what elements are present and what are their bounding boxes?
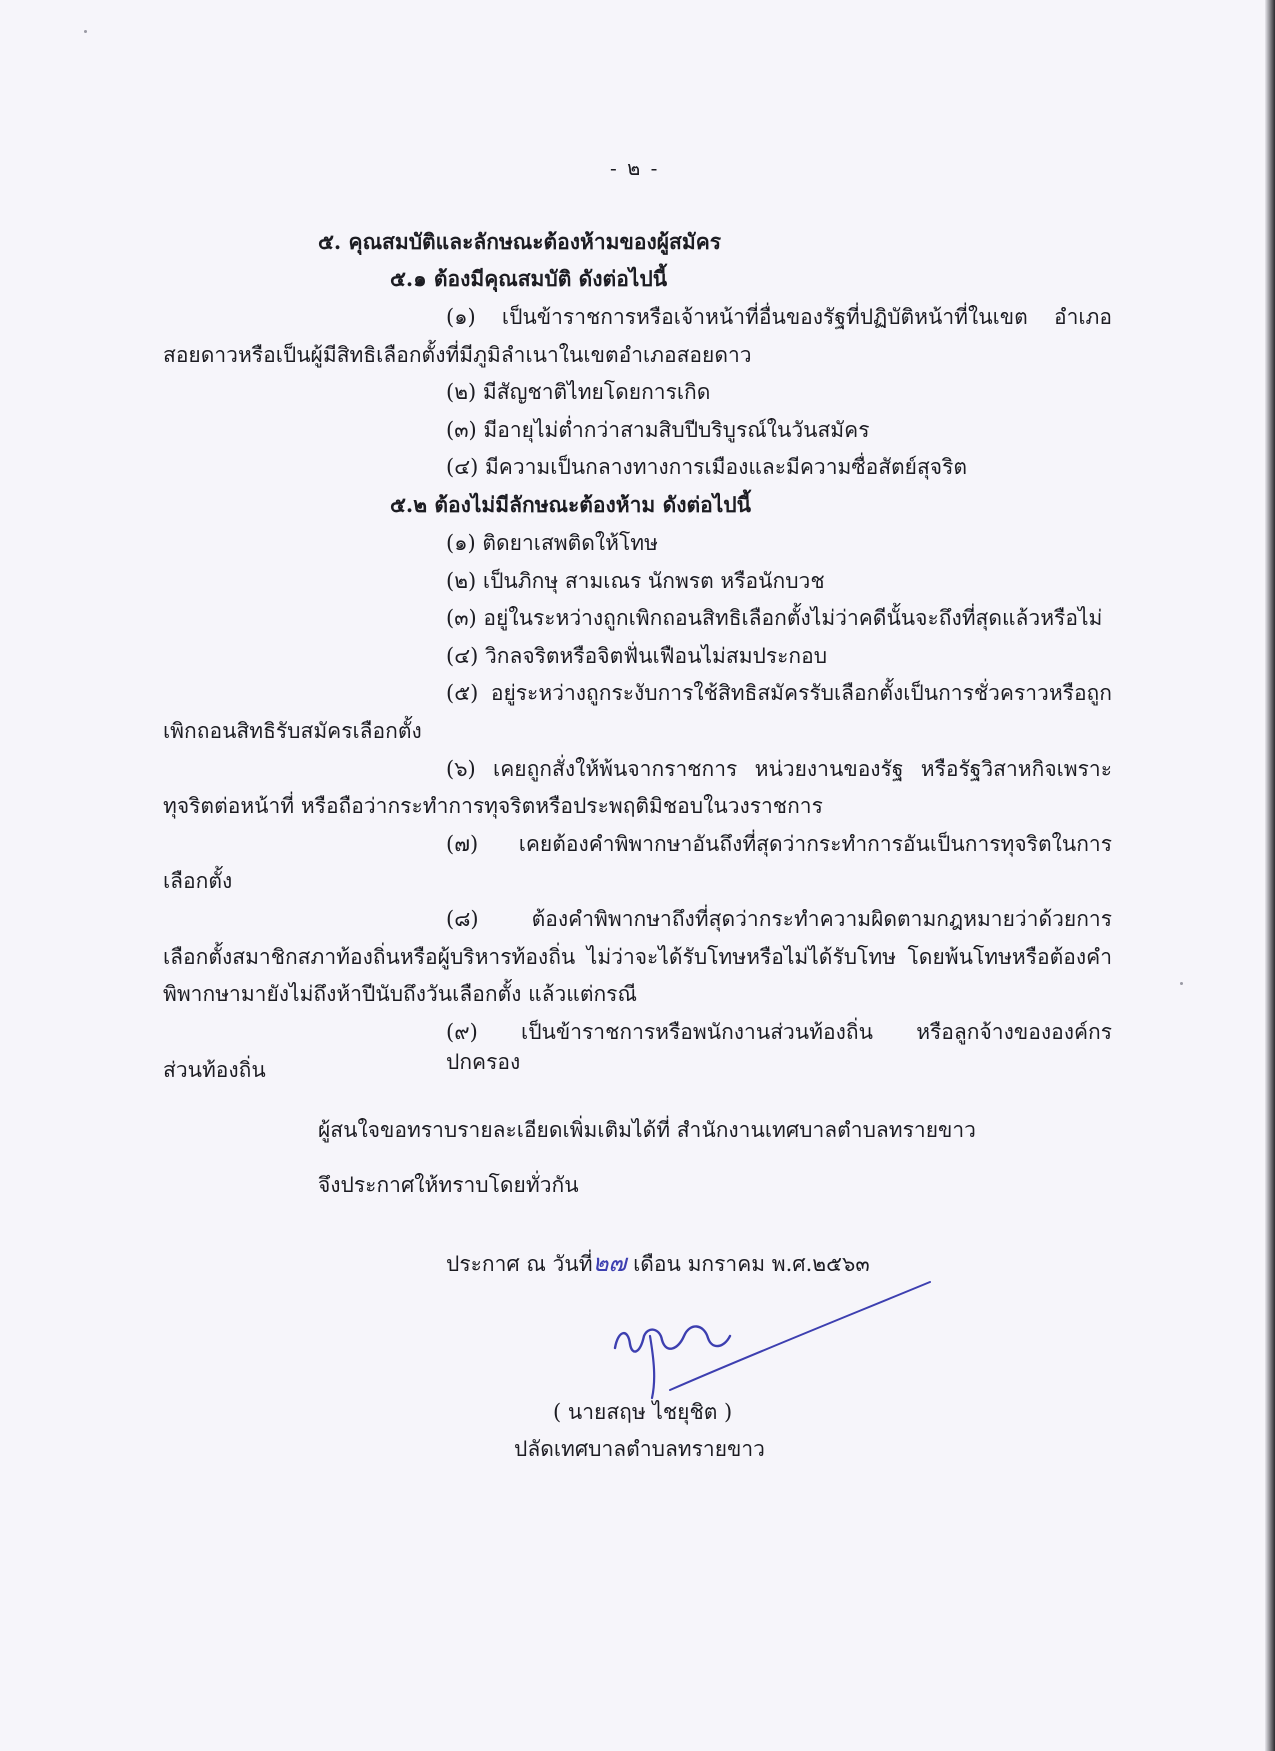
- prohib-item-8-line-3: พิพากษามายังไม่ถึงห้าปีนับถึงวันเลือกตั้ง แล้วแต่กรณี: [163, 982, 637, 1006]
- signature: [600, 1270, 940, 1400]
- qual-item-3: (๓) มีอายุไม่ต่ำกว่าสามสิบปีบริบูรณ์ในวันสมัคร: [446, 418, 870, 442]
- prohib-item-9-line-2: ส่วนท้องถิ่น: [163, 1058, 266, 1082]
- signer-position: ปลัดเทศบาลตำบลทรายขาว: [514, 1437, 765, 1461]
- signature-loops: [615, 1326, 730, 1351]
- scan-speck: [1180, 982, 1183, 985]
- section-5-heading: ๕. คุณสมบัติและลักษณะต้องห้ามของผู้สมัคร: [318, 229, 722, 254]
- qual-item-2: (๒) มีสัญชาติไทยโดยการเกิด: [446, 380, 711, 404]
- signature-tail: [650, 1336, 654, 1398]
- date-prefix: ประกาศ ณ วันที่: [446, 1252, 593, 1276]
- qual-item-1-line-2: สอยดาวหรือเป็นผู้มีสิทธิเลือกตั้งที่มีภูมิลำเนาในเขตอำเภอสอยดาว: [163, 343, 752, 367]
- contact-line: ผู้สนใจขอทราบรายละเอียดเพิ่มเติมได้ที่ สำนักงานเทศบาลตำบลทรายขาว: [318, 1118, 976, 1142]
- prohib-item-2: (๒) เป็นภิกษุ สามเณร นักพรต หรือนักบวช: [446, 569, 825, 593]
- announce-line: จึงประกาศให้ทราบโดยทั่วกัน: [318, 1173, 579, 1197]
- prohib-item-7-line-2: เลือกตั้ง: [163, 869, 233, 893]
- page-number: - ๒ -: [610, 156, 660, 180]
- prohib-item-5-line-2: เพิกถอนสิทธิรับสมัครเลือกตั้ง: [163, 719, 422, 743]
- qual-item-4: (๔) มีความเป็นกลางทางการเมืองและมีความซื่อสัตย์สุจริต: [446, 455, 967, 479]
- prohib-item-8-line-1: (๘) ต้องคำพิพากษาถึงที่สุดว่ากระทำความผิดตามกฎหมายว่าด้วยการ: [446, 907, 1112, 931]
- prohib-item-8-line-2: เลือกตั้งสมาชิกสภาท้องถิ่นหรือผู้บริหารท้องถิ่น ไม่ว่าจะได้รับโทษหรือไม่ได้รับโทษ โดยพ้นโทษหรือต้องคำ: [163, 945, 1112, 969]
- date-suffix: เดือน มกราคม พ.ศ.๒๕๖๓: [626, 1252, 870, 1276]
- prohib-item-6-line-1: (๖) เคยถูกสั่งให้พ้นจากราชการ หน่วยงานของรัฐ หรือรัฐวิสาหกิจเพราะ: [446, 757, 1112, 781]
- scan-speck: [84, 30, 87, 33]
- prohib-item-3: (๓) อยู่ในระหว่างถูกเพิกถอนสิทธิเลือกตั้งไม่ว่าคดีนั้นจะถึงที่สุดแล้วหรือไม่: [446, 606, 1103, 630]
- qual-item-1-line-1: (๑) เป็นข้าราชการหรือเจ้าหน้าที่อื่นของรัฐที่ปฏิบัติหน้าที่ในเขต อำเภอ: [446, 305, 1112, 329]
- prohib-item-4: (๔) วิกลจริตหรือจิตฟั่นเฟือนไม่สมประกอบ: [446, 644, 828, 668]
- prohib-item-5-line-1: (๕) อยู่ระหว่างถูกระงับการใช้สิทธิสมัครรับเลือกตั้งเป็นการชั่วคราวหรือถูก: [446, 681, 1112, 705]
- handwritten-day: ๒๗: [592, 1249, 627, 1277]
- prohib-item-9-line-1: (๙) เป็นข้าราชการหรือพนักงานส่วนท้องถิ่น หรือลูกจ้างขององค์กรปกครอง: [446, 1020, 1112, 1074]
- section-5-2-heading: ๕.๒ ต้องไม่มีลักษณะต้องห้าม ดังต่อไปนี้: [390, 492, 751, 517]
- signature-stroke: [670, 1282, 930, 1390]
- prohib-item-1: (๑) ติดยาเสพติดให้โทษ: [446, 531, 658, 555]
- prohib-item-6-line-2: ทุจริตต่อหน้าที่ หรือถือว่ากระทำการทุจริตหรือประพฤติมิชอบในวงราชการ: [163, 794, 823, 818]
- section-5-1-heading: ๕.๑ ต้องมีคุณสมบัติ ดังต่อไปนี้: [390, 266, 668, 291]
- prohib-item-7-line-1: (๗) เคยต้องคำพิพากษาอันถึงที่สุดว่ากระทำการอันเป็นการทุจริตในการ: [446, 832, 1112, 856]
- signer-name: ( นายสฤษ ไชยุชิต ): [553, 1400, 733, 1424]
- scan-edge-shadow: [1265, 0, 1275, 1751]
